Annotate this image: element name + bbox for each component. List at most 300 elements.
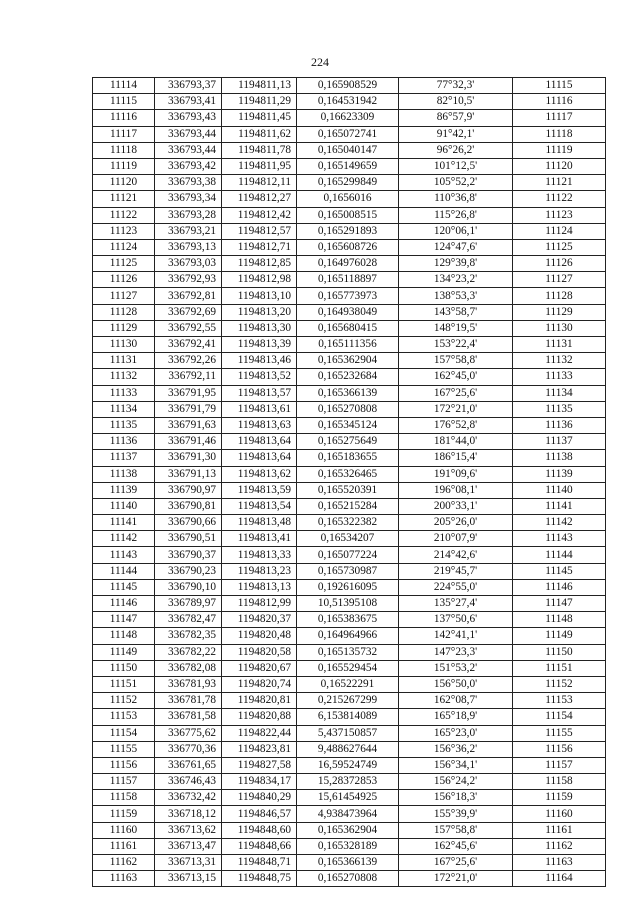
y-coordinate-cell: 1194848,60: [222, 822, 297, 838]
point-number-cell: 11135: [93, 417, 155, 433]
table-row: [93, 337, 606, 353]
y-coordinate-cell: 1194812,85: [222, 256, 297, 272]
x-coordinate-cell: 336793,38: [155, 175, 222, 191]
table-row: [93, 757, 606, 773]
y-coordinate-cell: 1194813,33: [222, 547, 297, 563]
point-number-cell: 11134: [93, 401, 155, 417]
table-row: [93, 288, 606, 304]
table-row: [93, 596, 606, 612]
y-coordinate-cell: 1194812,99: [222, 596, 297, 612]
table-row: [93, 239, 606, 255]
table-row: [93, 466, 606, 482]
table-row: [93, 855, 606, 871]
table-row: [93, 676, 606, 692]
table-row: [93, 774, 606, 790]
bearing-angle-cell: 210°07,9': [399, 531, 513, 547]
point-number-cell: 11148: [93, 628, 155, 644]
x-coordinate-cell: 336792,55: [155, 320, 222, 336]
y-coordinate-cell: 1194813,57: [222, 385, 297, 401]
next-point-cell: 11127: [513, 272, 606, 288]
next-point-cell: 11150: [513, 644, 606, 660]
table-row: [93, 142, 606, 158]
x-coordinate-cell: 336761,65: [155, 757, 222, 773]
table-row: [93, 725, 606, 741]
bearing-angle-cell: 162°45,6': [399, 838, 513, 854]
distance-cell: 5,437150857: [297, 725, 399, 741]
point-number-cell: 11117: [93, 126, 155, 142]
next-point-cell: 11118: [513, 126, 606, 142]
y-coordinate-cell: 1194813,30: [222, 320, 297, 336]
x-coordinate-cell: 336791,30: [155, 450, 222, 466]
point-number-cell: 11154: [93, 725, 155, 741]
distance-cell: 0,16534207: [297, 531, 399, 547]
y-coordinate-cell: 1194820,48: [222, 628, 297, 644]
x-coordinate-cell: 336732,42: [155, 790, 222, 806]
distance-cell: 0,164938049: [297, 304, 399, 320]
x-coordinate-cell: 336793,28: [155, 207, 222, 223]
next-point-cell: 11117: [513, 110, 606, 126]
next-point-cell: 11120: [513, 158, 606, 174]
point-number-cell: 11143: [93, 547, 155, 563]
y-coordinate-cell: 1194813,46: [222, 353, 297, 369]
next-point-cell: 11159: [513, 790, 606, 806]
next-point-cell: 11128: [513, 288, 606, 304]
x-coordinate-cell: 336713,62: [155, 822, 222, 838]
bearing-angle-cell: 120°06,1': [399, 223, 513, 239]
page-number: 224: [311, 55, 329, 69]
distance-cell: 0,165383675: [297, 612, 399, 628]
table-row: [93, 191, 606, 207]
x-coordinate-cell: 336713,47: [155, 838, 222, 854]
bearing-angle-cell: 162°45,0': [399, 369, 513, 385]
x-coordinate-cell: 336775,62: [155, 725, 222, 741]
x-coordinate-cell: 336793,37: [155, 78, 222, 94]
table-row: [93, 822, 606, 838]
bearing-angle-cell: 129°39,8': [399, 256, 513, 272]
x-coordinate-cell: 336713,31: [155, 855, 222, 871]
y-coordinate-cell: 1194813,64: [222, 450, 297, 466]
table-row: [93, 660, 606, 676]
next-point-cell: 11143: [513, 531, 606, 547]
x-coordinate-cell: 336793,21: [155, 223, 222, 239]
y-coordinate-cell: 1194820,67: [222, 660, 297, 676]
distance-cell: 0,165270808: [297, 401, 399, 417]
next-point-cell: 11141: [513, 498, 606, 514]
table-row: [93, 498, 606, 514]
x-coordinate-cell: 336793,44: [155, 142, 222, 158]
bearing-angle-cell: 205°26,0': [399, 515, 513, 531]
table-row: [93, 126, 606, 142]
coordinates-table: [92, 77, 606, 887]
point-number-cell: 11149: [93, 644, 155, 660]
table-row: [93, 515, 606, 531]
point-number-cell: 11139: [93, 482, 155, 498]
bearing-angle-cell: 91°42,1': [399, 126, 513, 142]
bearing-angle-cell: 224°55,0': [399, 579, 513, 595]
x-coordinate-cell: 336781,93: [155, 676, 222, 692]
x-coordinate-cell: 336792,81: [155, 288, 222, 304]
bearing-angle-cell: 186°15,4': [399, 450, 513, 466]
x-coordinate-cell: 336792,93: [155, 272, 222, 288]
bearing-angle-cell: 167°25,6': [399, 385, 513, 401]
distance-cell: 0,164976028: [297, 256, 399, 272]
table-row: [93, 272, 606, 288]
point-number-cell: 11146: [93, 596, 155, 612]
point-number-cell: 11133: [93, 385, 155, 401]
distance-cell: 15,28372853: [297, 774, 399, 790]
bearing-angle-cell: 115°26,8': [399, 207, 513, 223]
bearing-angle-cell: 156°18,3': [399, 790, 513, 806]
table-row: [93, 563, 606, 579]
distance-cell: 0,16623309: [297, 110, 399, 126]
bearing-angle-cell: 176°52,8': [399, 417, 513, 433]
y-coordinate-cell: 1194822,44: [222, 725, 297, 741]
y-coordinate-cell: 1194827,58: [222, 757, 297, 773]
point-number-cell: 11155: [93, 741, 155, 757]
point-number-cell: 11127: [93, 288, 155, 304]
distance-cell: 0,165773973: [297, 288, 399, 304]
distance-cell: 0,165345124: [297, 417, 399, 433]
point-number-cell: 11131: [93, 353, 155, 369]
next-point-cell: 11156: [513, 741, 606, 757]
next-point-cell: 11147: [513, 596, 606, 612]
y-coordinate-cell: 1194812,57: [222, 223, 297, 239]
bearing-angle-cell: 165°18,9': [399, 709, 513, 725]
next-point-cell: 11125: [513, 239, 606, 255]
table-row: [93, 417, 606, 433]
distance-cell: 0,165040147: [297, 142, 399, 158]
point-number-cell: 11119: [93, 158, 155, 174]
next-point-cell: 11152: [513, 676, 606, 692]
table-row: [93, 612, 606, 628]
bearing-angle-cell: 138°53,3': [399, 288, 513, 304]
next-point-cell: 11151: [513, 660, 606, 676]
distance-cell: 16,59524749: [297, 757, 399, 773]
point-number-cell: 11157: [93, 774, 155, 790]
bearing-angle-cell: 105°52,2': [399, 175, 513, 191]
next-point-cell: 11121: [513, 175, 606, 191]
x-coordinate-cell: 336770,36: [155, 741, 222, 757]
y-coordinate-cell: 1194848,66: [222, 838, 297, 854]
x-coordinate-cell: 336792,26: [155, 353, 222, 369]
distance-cell: 0,165908529: [297, 78, 399, 94]
next-point-cell: 11132: [513, 353, 606, 369]
table-row: [93, 304, 606, 320]
y-coordinate-cell: 1194813,62: [222, 466, 297, 482]
table-row: [93, 78, 606, 94]
distance-cell: 0,165299849: [297, 175, 399, 191]
point-number-cell: 11118: [93, 142, 155, 158]
point-number-cell: 11114: [93, 78, 155, 94]
distance-cell: 0,165232684: [297, 369, 399, 385]
distance-cell: 0,165680415: [297, 320, 399, 336]
point-number-cell: 11159: [93, 806, 155, 822]
y-coordinate-cell: 1194811,78: [222, 142, 297, 158]
y-coordinate-cell: 1194812,98: [222, 272, 297, 288]
x-coordinate-cell: 336789,97: [155, 596, 222, 612]
next-point-cell: 11139: [513, 466, 606, 482]
y-coordinate-cell: 1194812,71: [222, 239, 297, 255]
point-number-cell: 11150: [93, 660, 155, 676]
table-row: [93, 838, 606, 854]
x-coordinate-cell: 336790,81: [155, 498, 222, 514]
point-number-cell: 11161: [93, 838, 155, 854]
bearing-angle-cell: 135°27,4': [399, 596, 513, 612]
y-coordinate-cell: 1194813,39: [222, 337, 297, 353]
y-coordinate-cell: 1194813,54: [222, 498, 297, 514]
next-point-cell: 11154: [513, 709, 606, 725]
y-coordinate-cell: 1194813,64: [222, 434, 297, 450]
y-coordinate-cell: 1194813,59: [222, 482, 297, 498]
table-row: [93, 806, 606, 822]
bearing-angle-cell: 124°47,6': [399, 239, 513, 255]
distance-cell: 0,16522291: [297, 676, 399, 692]
bearing-angle-cell: 155°39,9': [399, 806, 513, 822]
x-coordinate-cell: 336792,11: [155, 369, 222, 385]
table-row: [93, 450, 606, 466]
y-coordinate-cell: 1194813,10: [222, 288, 297, 304]
point-number-cell: 11128: [93, 304, 155, 320]
point-number-cell: 11145: [93, 579, 155, 595]
y-coordinate-cell: 1194811,13: [222, 78, 297, 94]
distance-cell: 15,61454925: [297, 790, 399, 806]
next-point-cell: 11157: [513, 757, 606, 773]
y-coordinate-cell: 1194813,63: [222, 417, 297, 433]
x-coordinate-cell: 336782,47: [155, 612, 222, 628]
next-point-cell: 11136: [513, 417, 606, 433]
bearing-angle-cell: 200°33,1': [399, 498, 513, 514]
x-coordinate-cell: 336793,13: [155, 239, 222, 255]
bearing-angle-cell: 196°08,1': [399, 482, 513, 498]
table-row: [93, 871, 606, 887]
next-point-cell: 11164: [513, 871, 606, 887]
distance-cell: 0,165118897: [297, 272, 399, 288]
y-coordinate-cell: 1194848,71: [222, 855, 297, 871]
distance-cell: 10,51395108: [297, 596, 399, 612]
table-row: [93, 790, 606, 806]
next-point-cell: 11116: [513, 94, 606, 110]
point-number-cell: 11122: [93, 207, 155, 223]
distance-cell: 0,165275649: [297, 434, 399, 450]
next-point-cell: 11161: [513, 822, 606, 838]
x-coordinate-cell: 336790,66: [155, 515, 222, 531]
point-number-cell: 11126: [93, 272, 155, 288]
y-coordinate-cell: 1194813,61: [222, 401, 297, 417]
y-coordinate-cell: 1194812,42: [222, 207, 297, 223]
next-point-cell: 11130: [513, 320, 606, 336]
bearing-angle-cell: 157°58,8': [399, 822, 513, 838]
y-coordinate-cell: 1194820,37: [222, 612, 297, 628]
point-number-cell: 11136: [93, 434, 155, 450]
next-point-cell: 11115: [513, 78, 606, 94]
y-coordinate-cell: 1194813,20: [222, 304, 297, 320]
x-coordinate-cell: 336791,46: [155, 434, 222, 450]
table-row: [93, 369, 606, 385]
table-row: [93, 644, 606, 660]
table-row: [93, 256, 606, 272]
x-coordinate-cell: 336790,23: [155, 563, 222, 579]
distance-cell: 0,164531942: [297, 94, 399, 110]
point-number-cell: 11140: [93, 498, 155, 514]
table-row: [93, 353, 606, 369]
x-coordinate-cell: 336782,22: [155, 644, 222, 660]
next-point-cell: 11158: [513, 774, 606, 790]
y-coordinate-cell: 1194812,27: [222, 191, 297, 207]
table-row: [93, 401, 606, 417]
bearing-angle-cell: 219°45,7': [399, 563, 513, 579]
x-coordinate-cell: 336790,51: [155, 531, 222, 547]
bearing-angle-cell: 167°25,6': [399, 855, 513, 871]
distance-cell: 0,165072741: [297, 126, 399, 142]
distance-cell: 0,1656016: [297, 191, 399, 207]
table-row: [93, 741, 606, 757]
x-coordinate-cell: 336782,35: [155, 628, 222, 644]
y-coordinate-cell: 1194820,74: [222, 676, 297, 692]
next-point-cell: 11145: [513, 563, 606, 579]
point-number-cell: 11132: [93, 369, 155, 385]
y-coordinate-cell: 1194820,88: [222, 709, 297, 725]
bearing-angle-cell: 101°12,5': [399, 158, 513, 174]
coordinates-table-body: [93, 78, 606, 887]
distance-cell: 0,165135732: [297, 644, 399, 660]
y-coordinate-cell: 1194846,57: [222, 806, 297, 822]
distance-cell: 0,165362904: [297, 353, 399, 369]
y-coordinate-cell: 1194813,13: [222, 579, 297, 595]
bearing-angle-cell: 157°58,8': [399, 353, 513, 369]
y-coordinate-cell: 1194813,52: [222, 369, 297, 385]
next-point-cell: 11155: [513, 725, 606, 741]
x-coordinate-cell: 336793,34: [155, 191, 222, 207]
bearing-angle-cell: 134°23,2': [399, 272, 513, 288]
table-row: [93, 531, 606, 547]
x-coordinate-cell: 336781,78: [155, 693, 222, 709]
point-number-cell: 11162: [93, 855, 155, 871]
bearing-angle-cell: 151°53,2': [399, 660, 513, 676]
x-coordinate-cell: 336790,37: [155, 547, 222, 563]
x-coordinate-cell: 336792,41: [155, 337, 222, 353]
distance-cell: 0,165730987: [297, 563, 399, 579]
point-number-cell: 11130: [93, 337, 155, 353]
distance-cell: 0,165362904: [297, 822, 399, 838]
point-number-cell: 11147: [93, 612, 155, 628]
bearing-angle-cell: 82°10,5': [399, 94, 513, 110]
distance-cell: 0,192616095: [297, 579, 399, 595]
point-number-cell: 11129: [93, 320, 155, 336]
x-coordinate-cell: 336713,15: [155, 871, 222, 887]
bearing-angle-cell: 172°21,0': [399, 871, 513, 887]
point-number-cell: 11115: [93, 94, 155, 110]
table-row: [93, 693, 606, 709]
distance-cell: 0,165270808: [297, 871, 399, 887]
y-coordinate-cell: 1194811,95: [222, 158, 297, 174]
next-point-cell: 11140: [513, 482, 606, 498]
bearing-angle-cell: 214°42,6': [399, 547, 513, 563]
next-point-cell: 11129: [513, 304, 606, 320]
y-coordinate-cell: 1194813,41: [222, 531, 297, 547]
bearing-angle-cell: 156°36,2': [399, 741, 513, 757]
point-number-cell: 11121: [93, 191, 155, 207]
x-coordinate-cell: 336790,97: [155, 482, 222, 498]
x-coordinate-cell: 336746,43: [155, 774, 222, 790]
x-coordinate-cell: 336793,41: [155, 94, 222, 110]
x-coordinate-cell: 336791,95: [155, 385, 222, 401]
table-row: [93, 158, 606, 174]
next-point-cell: 11123: [513, 207, 606, 223]
table-row: [93, 175, 606, 191]
x-coordinate-cell: 336793,44: [155, 126, 222, 142]
next-point-cell: 11144: [513, 547, 606, 563]
y-coordinate-cell: 1194820,58: [222, 644, 297, 660]
next-point-cell: 11119: [513, 142, 606, 158]
distance-cell: 0,165529454: [297, 660, 399, 676]
y-coordinate-cell: 1194820,81: [222, 693, 297, 709]
table-row: [93, 628, 606, 644]
table-row: [93, 110, 606, 126]
point-number-cell: 11123: [93, 223, 155, 239]
bearing-angle-cell: 147°23,3': [399, 644, 513, 660]
table-row: [93, 385, 606, 401]
point-number-cell: 11120: [93, 175, 155, 191]
distance-cell: 0,165328189: [297, 838, 399, 854]
bearing-angle-cell: 156°50,0': [399, 676, 513, 692]
next-point-cell: 11124: [513, 223, 606, 239]
bearing-angle-cell: 162°08,7': [399, 693, 513, 709]
distance-cell: 0,165608726: [297, 239, 399, 255]
distance-cell: 0,165077224: [297, 547, 399, 563]
table-row: [93, 579, 606, 595]
point-number-cell: 11124: [93, 239, 155, 255]
next-point-cell: 11146: [513, 579, 606, 595]
distance-cell: 0,165520391: [297, 482, 399, 498]
bearing-angle-cell: 142°41,1': [399, 628, 513, 644]
x-coordinate-cell: 336791,13: [155, 466, 222, 482]
x-coordinate-cell: 336793,43: [155, 110, 222, 126]
table-row: [93, 709, 606, 725]
distance-cell: 6,153814089: [297, 709, 399, 725]
distance-cell: 0,165149659: [297, 158, 399, 174]
bearing-angle-cell: 86°57,9': [399, 110, 513, 126]
bearing-angle-cell: 156°34,1': [399, 757, 513, 773]
distance-cell: 0,165183655: [297, 450, 399, 466]
bearing-angle-cell: 143°58,7': [399, 304, 513, 320]
bearing-angle-cell: 77°32,3': [399, 78, 513, 94]
y-coordinate-cell: 1194811,62: [222, 126, 297, 142]
x-coordinate-cell: 336790,10: [155, 579, 222, 595]
distance-cell: 0,165291893: [297, 223, 399, 239]
bearing-angle-cell: 96°26,2': [399, 142, 513, 158]
x-coordinate-cell: 336781,58: [155, 709, 222, 725]
point-number-cell: 11153: [93, 709, 155, 725]
point-number-cell: 11163: [93, 871, 155, 887]
table-row: [93, 434, 606, 450]
x-coordinate-cell: 336793,03: [155, 256, 222, 272]
point-number-cell: 11156: [93, 757, 155, 773]
distance-cell: 0,165326465: [297, 466, 399, 482]
y-coordinate-cell: 1194840,29: [222, 790, 297, 806]
bearing-angle-cell: 148°19,5': [399, 320, 513, 336]
y-coordinate-cell: 1194813,48: [222, 515, 297, 531]
x-coordinate-cell: 336792,69: [155, 304, 222, 320]
point-number-cell: 11152: [93, 693, 155, 709]
distance-cell: 9,488627644: [297, 741, 399, 757]
bearing-angle-cell: 110°36,8': [399, 191, 513, 207]
table-row: [93, 207, 606, 223]
y-coordinate-cell: 1194848,75: [222, 871, 297, 887]
distance-cell: 0,164964966: [297, 628, 399, 644]
bearing-angle-cell: 165°23,0': [399, 725, 513, 741]
distance-cell: 0,215267299: [297, 693, 399, 709]
x-coordinate-cell: 336718,12: [155, 806, 222, 822]
